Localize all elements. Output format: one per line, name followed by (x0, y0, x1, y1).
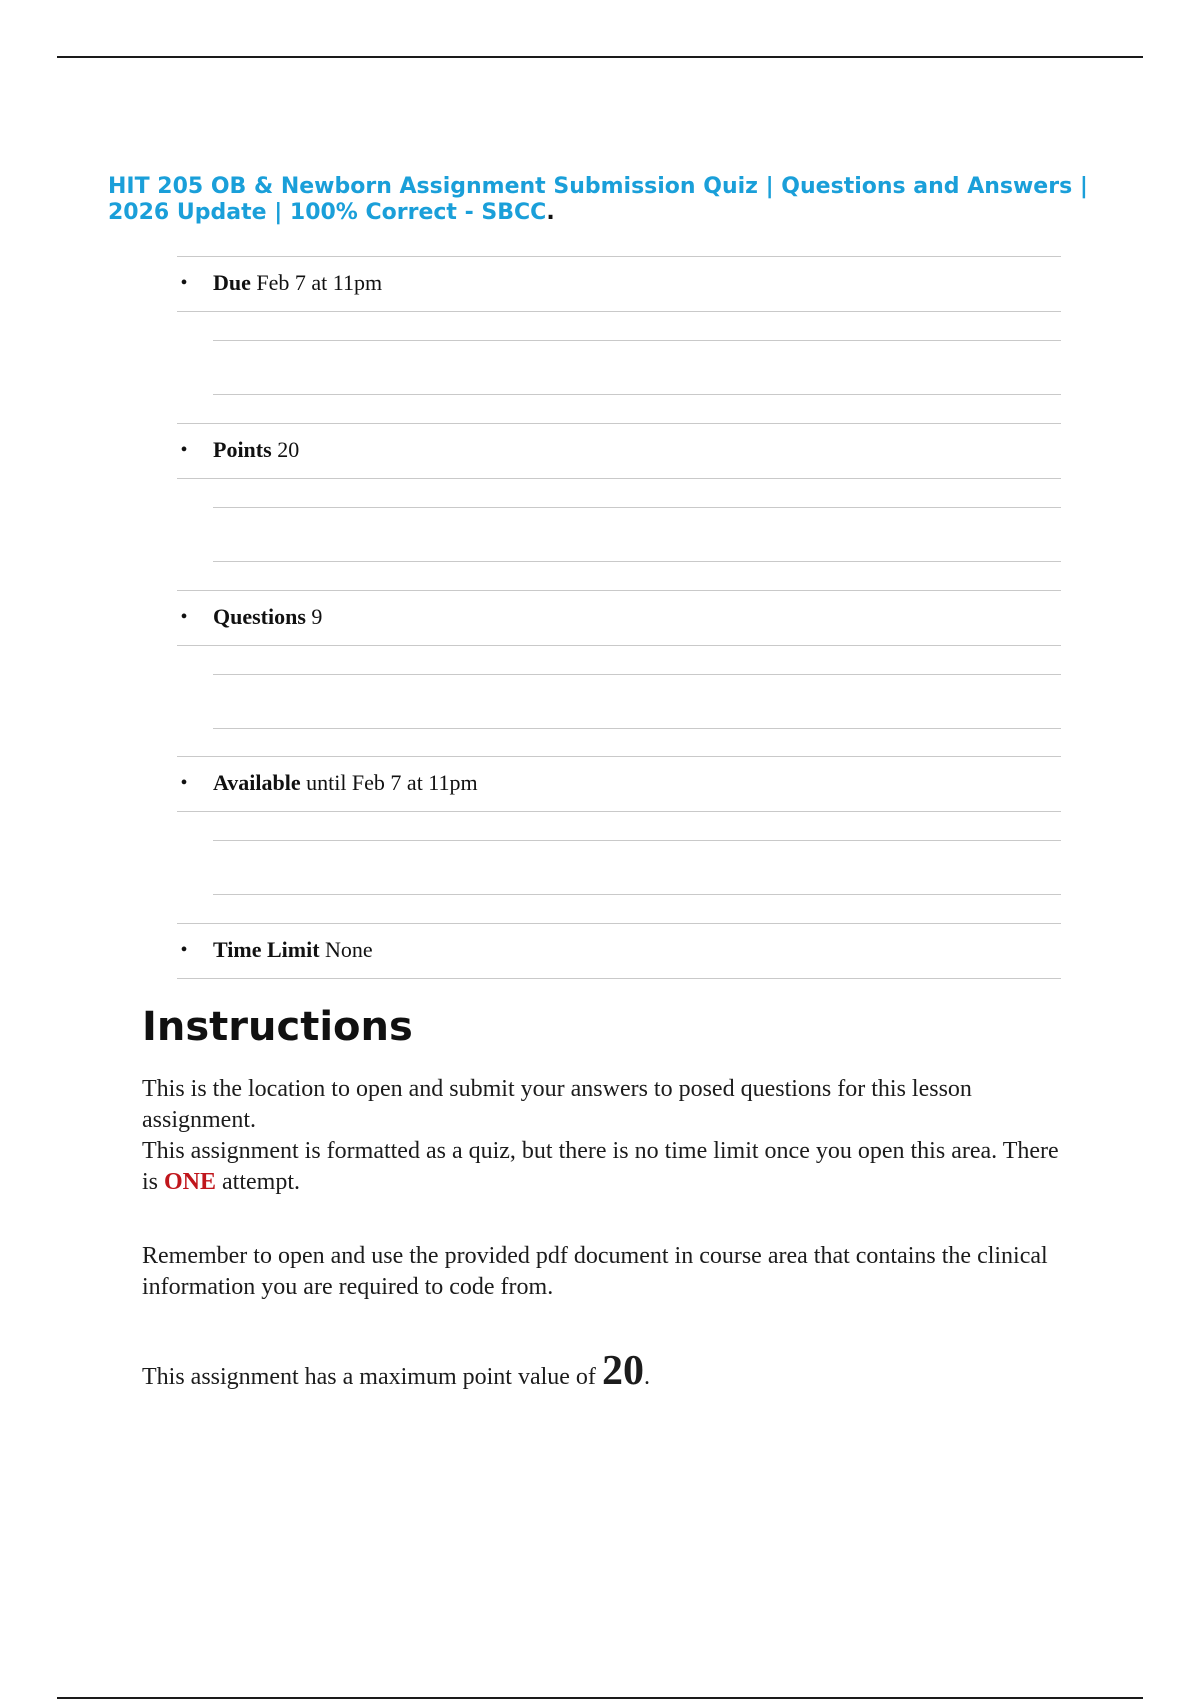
instructions-paragraph-points (142, 1348, 1072, 1394)
detail-item-time-limit (177, 923, 1061, 983)
instructions-paragraph-pdf: Remember to open and use the provided pdf document in course area that contains the clinical information you are required to code from. (142, 1243, 1048, 1300)
detail-text (213, 768, 478, 798)
divider (177, 423, 1061, 424)
detail-item-due (177, 256, 1061, 423)
divider (177, 645, 1061, 646)
detail-label: Time Limit (213, 937, 320, 962)
points-text-before: This assignment has a maximum point value of (142, 1364, 602, 1390)
detail-label: Points (213, 437, 272, 462)
points-text-after: . (643, 1364, 650, 1390)
divider (177, 923, 1061, 924)
document-title (108, 174, 1108, 226)
detail-value: Feb 7 at 11pm (256, 270, 383, 295)
detail-value: None (325, 937, 373, 962)
divider (177, 311, 1061, 312)
detail-label: Questions (213, 604, 306, 629)
max-points-value: 20 (601, 1348, 644, 1394)
divider (177, 811, 1061, 812)
bullet-icon: • (180, 772, 188, 794)
document-title-text: HIT 205 OB & Newborn Assignment Submission Quiz | Questions and Answers | 2026 Update | 100% Correct - SBCC (108, 174, 1088, 225)
divider (213, 561, 1061, 562)
divider (177, 256, 1061, 257)
divider (177, 590, 1061, 591)
detail-label: Available (213, 770, 301, 795)
detail-text (213, 602, 322, 632)
detail-value: until Feb 7 at 11pm (306, 770, 478, 795)
bullet-icon: • (180, 606, 188, 628)
bullet-icon: • (180, 939, 188, 961)
divider (213, 674, 1061, 675)
detail-item-available (177, 756, 1061, 923)
attempts-text-before: This assignment is formatted as a quiz, but there is no time limit once you open this area. There is (142, 1138, 1059, 1195)
document-title-period: . (546, 200, 555, 225)
detail-value: 9 (311, 604, 323, 629)
detail-value: 20 (277, 437, 300, 462)
detail-row (177, 768, 1061, 798)
page-bottom-rule (57, 1697, 1143, 1699)
detail-item-questions (177, 590, 1061, 757)
divider (213, 507, 1061, 508)
divider (177, 478, 1061, 479)
detail-item-points (177, 423, 1061, 590)
divider (177, 978, 1061, 979)
divider (177, 756, 1061, 757)
detail-text (213, 435, 299, 465)
detail-row (177, 602, 1061, 632)
bullet-icon: • (180, 272, 188, 294)
detail-label: Due (213, 270, 251, 295)
divider (213, 394, 1061, 395)
instructions-paragraph-attempts (142, 1136, 1072, 1198)
detail-row (177, 935, 1061, 965)
instructions-heading: Instructions (142, 1004, 413, 1050)
divider (213, 840, 1061, 841)
detail-text (213, 935, 373, 965)
bullet-icon: • (180, 439, 188, 461)
detail-row (177, 268, 1061, 298)
attempt-count-highlight: ONE (164, 1169, 217, 1195)
attempts-text-after: attempt. (216, 1169, 301, 1195)
divider (213, 340, 1061, 341)
divider (213, 894, 1061, 895)
page-top-rule (57, 56, 1143, 58)
divider (213, 728, 1061, 729)
instructions-paragraph-location: This is the location to open and submit your answers to posed questions for this lesson assignment. (142, 1076, 972, 1133)
detail-text (213, 268, 382, 298)
detail-row (177, 435, 1061, 465)
